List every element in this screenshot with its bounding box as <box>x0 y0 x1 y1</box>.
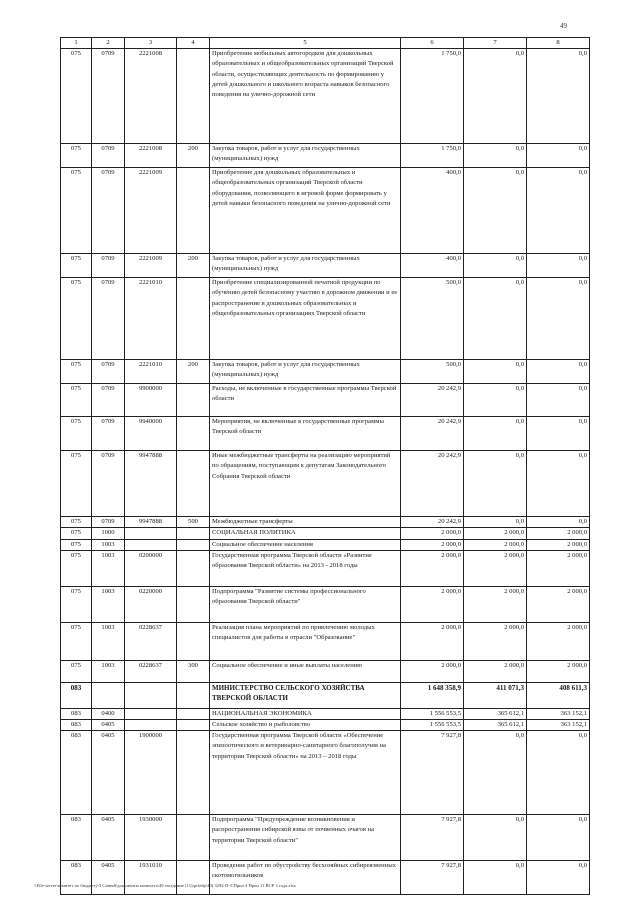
amount-year3-cell: 2 000,0 <box>527 550 590 586</box>
amount-year3-cell: 0,0 <box>527 517 590 528</box>
admin-code-cell: 083 <box>61 708 92 719</box>
table-row <box>61 708 590 719</box>
amount-year2-cell: 0,0 <box>464 861 527 895</box>
amount-year2-cell: 0,0 <box>464 815 527 861</box>
amount-year1-cell: 1 648 358,9 <box>401 682 464 708</box>
admin-code-cell: 075 <box>61 168 92 254</box>
expense-type-cell <box>177 815 210 861</box>
description-cell: Приобретение для дошкольных образовательных и общеобразовательных организаций Тверской области оборудования, позволяющего в игровой форме формировать у детей навыки безопасного поведения на улично-дорожной сети <box>210 168 401 254</box>
amount-year1-cell: 2 000,0 <box>401 660 464 682</box>
description-cell: Иные межбюджетные трансферты на реализацию мероприятий по обращениям, поступающим к депутатам Законодательного Собрания Тверской области <box>210 451 401 517</box>
description-cell: Проведение работ по обустройству бесхозяйных сибиреязвенных скотомогильников <box>210 861 401 895</box>
column-number: 5 <box>210 38 401 49</box>
amount-year3-cell: 2 000,0 <box>527 660 590 682</box>
section-code-cell: 0709 <box>92 360 125 384</box>
amount-year1-cell: 1 556 553,5 <box>401 720 464 731</box>
admin-code-cell: 083 <box>61 720 92 731</box>
expense-type-cell <box>177 528 210 539</box>
amount-year2-cell: 0,0 <box>464 731 527 815</box>
description-cell: Государственная программа Тверской области «Развитие образования Тверской области» на 2013 - 2018 годы <box>210 550 401 586</box>
target-article-cell: 2221010 <box>125 360 177 384</box>
expense-type-cell <box>177 731 210 815</box>
amount-year2-cell: 0,0 <box>464 144 527 168</box>
amount-year1-cell: 20 242,9 <box>401 451 464 517</box>
table-row <box>61 254 590 278</box>
target-article-cell: 1931010 <box>125 861 177 895</box>
description-cell: Межбюджетные трансферты <box>210 517 401 528</box>
table-row <box>61 815 590 861</box>
description-cell: Расходы, не включенные в государственные программы Тверской области <box>210 384 401 417</box>
amount-year3-cell: 0,0 <box>527 144 590 168</box>
section-code-cell: 0709 <box>92 384 125 417</box>
column-number: 1 <box>61 38 92 49</box>
amount-year2-cell: 365 612,1 <box>464 708 527 719</box>
table-row <box>61 720 590 731</box>
table-row <box>61 168 590 254</box>
amount-year3-cell: 2 000,0 <box>527 586 590 622</box>
column-number: 6 <box>401 38 464 49</box>
amount-year3-cell: 408 611,3 <box>527 682 590 708</box>
section-code-cell: 0405 <box>92 861 125 895</box>
table-row <box>61 384 590 417</box>
description-cell: Приобретение мобильных автогородков для дошкольных образовательных и общеобразовательных организаций Тверской области, осуществляющих деятельность по формированию у детей дошкольного и школьного возраста навыков безопасного поведения на улично-дорожной сети <box>210 49 401 144</box>
admin-code-cell: 075 <box>61 417 92 451</box>
expense-type-cell <box>177 168 210 254</box>
table-body <box>61 38 590 895</box>
table-row <box>61 622 590 660</box>
amount-year2-cell: 411 071,3 <box>464 682 527 708</box>
expense-type-cell <box>177 861 210 895</box>
admin-code-cell: 075 <box>61 517 92 528</box>
amount-year3-cell: 2 000,0 <box>527 528 590 539</box>
amount-year1-cell: 500,0 <box>401 360 464 384</box>
section-code-cell: 0709 <box>92 517 125 528</box>
table-row <box>61 861 590 895</box>
amount-year3-cell: 0,0 <box>527 815 590 861</box>
column-number: 2 <box>92 38 125 49</box>
table-row <box>61 528 590 539</box>
section-code-cell: 1003 <box>92 550 125 586</box>
target-article-cell: 2221010 <box>125 278 177 360</box>
column-number: 3 <box>125 38 177 49</box>
expense-type-cell <box>177 586 210 622</box>
amount-year2-cell: 0,0 <box>464 384 527 417</box>
amount-year1-cell: 2 000,0 <box>401 622 464 660</box>
expense-type-cell <box>177 550 210 586</box>
amount-year3-cell: 0,0 <box>527 861 590 895</box>
description-cell: Закупка товаров, работ и услуг для государственных (муниципальных) нужд <box>210 144 401 168</box>
admin-code-cell: 075 <box>61 254 92 278</box>
target-article-cell: 2221008 <box>125 49 177 144</box>
admin-code-cell: 075 <box>61 539 92 550</box>
target-article-cell: 0228637 <box>125 622 177 660</box>
amount-year2-cell: 0,0 <box>464 49 527 144</box>
description-cell: СОЦИАЛЬНАЯ ПОЛИТИКА <box>210 528 401 539</box>
table-row <box>61 731 590 815</box>
amount-year2-cell: 0,0 <box>464 254 527 278</box>
section-code-cell: 1003 <box>92 586 125 622</box>
description-cell: Сельское хозяйство и рыболовство <box>210 720 401 731</box>
amount-year1-cell: 400,0 <box>401 254 464 278</box>
table-row <box>61 360 590 384</box>
amount-year2-cell: 2 000,0 <box>464 660 527 682</box>
description-cell: МИНИСТЕРСТВО СЕЛЬСКОГО ХОЗЯЙСТВА ТВЕРСКОЙ ОБЛАСТИ <box>210 682 401 708</box>
amount-year2-cell: 2 000,0 <box>464 622 527 660</box>
table-row <box>61 660 590 682</box>
amount-year1-cell: 7 927,8 <box>401 731 464 815</box>
amount-year1-cell: 20 242,9 <box>401 384 464 417</box>
section-code-cell <box>92 682 125 708</box>
table-row <box>61 49 590 144</box>
target-article-cell: 0228637 <box>125 660 177 682</box>
table-row <box>61 417 590 451</box>
description-cell: Закупка товаров, работ и услуг для государственных (муниципальных) нужд <box>210 360 401 384</box>
section-code-cell: 0405 <box>92 815 125 861</box>
expense-type-cell <box>177 278 210 360</box>
expense-type-cell <box>177 384 210 417</box>
amount-year2-cell: 0,0 <box>464 417 527 451</box>
section-code-cell: 0405 <box>92 731 125 815</box>
target-article-cell: 9947888 <box>125 517 177 528</box>
section-code-cell: 0405 <box>92 720 125 731</box>
expense-type-cell: 200 <box>177 144 210 168</box>
admin-code-cell: 075 <box>61 278 92 360</box>
section-code-cell: 1003 <box>92 539 125 550</box>
amount-year3-cell: 0,0 <box>527 731 590 815</box>
amount-year2-cell: 0,0 <box>464 451 527 517</box>
amount-year1-cell: 2 000,0 <box>401 528 464 539</box>
section-code-cell: 0709 <box>92 49 125 144</box>
admin-code-cell: 075 <box>61 528 92 539</box>
description-cell: НАЦИОНАЛЬНАЯ ЭКОНОМИКА <box>210 708 401 719</box>
column-number-row <box>61 38 590 49</box>
description-cell: Социальное обеспечение населения <box>210 539 401 550</box>
table-row <box>61 550 590 586</box>
section-code-cell: 0709 <box>92 417 125 451</box>
expense-type-cell <box>177 539 210 550</box>
file-path-footer: \\File-server\комитет по бюджету\5 Самый\документы комитета\49 заседание (11)\prfzdp\49) 3292-П-5\Прил 4 Прил 11 ВСР 3 года.xlsx <box>34 883 296 888</box>
amount-year2-cell: 2 000,0 <box>464 586 527 622</box>
amount-year1-cell: 20 242,9 <box>401 517 464 528</box>
expense-type-cell <box>177 622 210 660</box>
admin-code-cell: 083 <box>61 861 92 895</box>
admin-code-cell: 075 <box>61 660 92 682</box>
table-row <box>61 144 590 168</box>
target-article-cell: 0200000 <box>125 550 177 586</box>
table-row <box>61 586 590 622</box>
target-article-cell: 9940000 <box>125 417 177 451</box>
expense-type-cell: 500 <box>177 517 210 528</box>
admin-code-cell: 083 <box>61 731 92 815</box>
expense-type-cell: 200 <box>177 360 210 384</box>
amount-year1-cell: 20 242,9 <box>401 417 464 451</box>
amount-year2-cell: 2 000,0 <box>464 539 527 550</box>
amount-year1-cell: 2 000,0 <box>401 586 464 622</box>
target-article-cell: 2221008 <box>125 144 177 168</box>
amount-year1-cell: 500,0 <box>401 278 464 360</box>
target-article-cell: 0220000 <box>125 586 177 622</box>
section-code-cell: 1000 <box>92 528 125 539</box>
amount-year1-cell: 400,0 <box>401 168 464 254</box>
amount-year2-cell: 2 000,0 <box>464 528 527 539</box>
amount-year1-cell: 7 927,8 <box>401 861 464 895</box>
target-article-cell: 2221009 <box>125 254 177 278</box>
section-code-cell: 0400 <box>92 708 125 719</box>
amount-year3-cell: 363 152,1 <box>527 720 590 731</box>
admin-code-cell: 075 <box>61 451 92 517</box>
column-number: 4 <box>177 38 210 49</box>
amount-year3-cell: 0,0 <box>527 254 590 278</box>
section-code-cell: 0709 <box>92 144 125 168</box>
expense-type-cell <box>177 451 210 517</box>
page-number: 49 <box>560 22 567 30</box>
target-article-cell <box>125 682 177 708</box>
amount-year1-cell: 1 750,0 <box>401 144 464 168</box>
admin-code-cell: 075 <box>61 586 92 622</box>
amount-year2-cell: 365 612,1 <box>464 720 527 731</box>
target-article-cell: 1900000 <box>125 731 177 815</box>
admin-code-cell: 075 <box>61 360 92 384</box>
admin-code-cell: 075 <box>61 622 92 660</box>
description-cell: Подпрограмма "Развитие системы профессионального образования Тверской области" <box>210 586 401 622</box>
description-cell: Реализация плана мероприятий по привлечению молодых специалистов для работы в отрасли "Образование" <box>210 622 401 660</box>
expense-type-cell: 200 <box>177 254 210 278</box>
table-row <box>61 517 590 528</box>
target-article-cell <box>125 528 177 539</box>
amount-year3-cell: 0,0 <box>527 168 590 254</box>
target-article-cell <box>125 539 177 550</box>
description-cell: Подпрограмма "Предупреждение возникновения и распространения сибирской язвы от почвенных очагов на территории Тверской области" <box>210 815 401 861</box>
amount-year3-cell: 0,0 <box>527 384 590 417</box>
amount-year3-cell: 0,0 <box>527 417 590 451</box>
expense-type-cell <box>177 417 210 451</box>
description-cell: Социальное обеспечение и иные выплаты населению <box>210 660 401 682</box>
expense-type-cell <box>177 720 210 731</box>
description-cell: Закупка товаров, работ и услуг для государственных (муниципальных) нужд <box>210 254 401 278</box>
admin-code-cell: 075 <box>61 384 92 417</box>
admin-code-cell: 075 <box>61 144 92 168</box>
table-row <box>61 539 590 550</box>
amount-year2-cell: 0,0 <box>464 517 527 528</box>
expense-type-cell <box>177 49 210 144</box>
admin-code-cell: 075 <box>61 49 92 144</box>
section-code-cell: 0709 <box>92 168 125 254</box>
amount-year1-cell: 7 927,8 <box>401 815 464 861</box>
section-code-cell: 0709 <box>92 254 125 278</box>
column-number: 8 <box>527 38 590 49</box>
table-row <box>61 682 590 708</box>
section-code-cell: 1003 <box>92 622 125 660</box>
admin-code-cell: 083 <box>61 682 92 708</box>
amount-year1-cell: 1 556 553,5 <box>401 708 464 719</box>
column-number: 7 <box>464 38 527 49</box>
target-article-cell <box>125 720 177 731</box>
amount-year3-cell: 2 000,0 <box>527 539 590 550</box>
section-code-cell: 1003 <box>92 660 125 682</box>
amount-year2-cell: 0,0 <box>464 278 527 360</box>
amount-year2-cell: 0,0 <box>464 168 527 254</box>
table-row <box>61 451 590 517</box>
target-article-cell: 1930000 <box>125 815 177 861</box>
target-article-cell: 2221009 <box>125 168 177 254</box>
description-cell: Мероприятия, не включенные в государственные программы Тверской области <box>210 417 401 451</box>
amount-year1-cell: 2 000,0 <box>401 539 464 550</box>
expense-type-cell <box>177 682 210 708</box>
amount-year2-cell: 0,0 <box>464 360 527 384</box>
expense-type-cell: 300 <box>177 660 210 682</box>
amount-year3-cell: 0,0 <box>527 360 590 384</box>
amount-year2-cell: 2 000,0 <box>464 550 527 586</box>
amount-year1-cell: 1 750,0 <box>401 49 464 144</box>
admin-code-cell: 083 <box>61 815 92 861</box>
section-code-cell: 0709 <box>92 278 125 360</box>
description-cell: Государственная программа Тверской области «Обеспечение эпизоотического и ветеринарно-санитарного благополучия на территории Тверской области» на 2013 – 2018 годы <box>210 731 401 815</box>
target-article-cell: 9947888 <box>125 451 177 517</box>
amount-year3-cell: 0,0 <box>527 451 590 517</box>
target-article-cell: 9900000 <box>125 384 177 417</box>
expense-type-cell <box>177 708 210 719</box>
amount-year3-cell: 363 152,1 <box>527 708 590 719</box>
amount-year1-cell: 2 000,0 <box>401 550 464 586</box>
amount-year3-cell: 0,0 <box>527 49 590 144</box>
amount-year3-cell: 2 000,0 <box>527 622 590 660</box>
target-article-cell <box>125 708 177 719</box>
amount-year3-cell: 0,0 <box>527 278 590 360</box>
table-row <box>61 278 590 360</box>
budget-table <box>60 37 590 895</box>
section-code-cell: 0709 <box>92 451 125 517</box>
description-cell: Приобретение специализированной печатной продукции по обучению детей безопасному участию в дорожном движении и ее распространение в дошкольных образовательных и общеобразовательных организациях Тверской области <box>210 278 401 360</box>
admin-code-cell: 075 <box>61 550 92 586</box>
